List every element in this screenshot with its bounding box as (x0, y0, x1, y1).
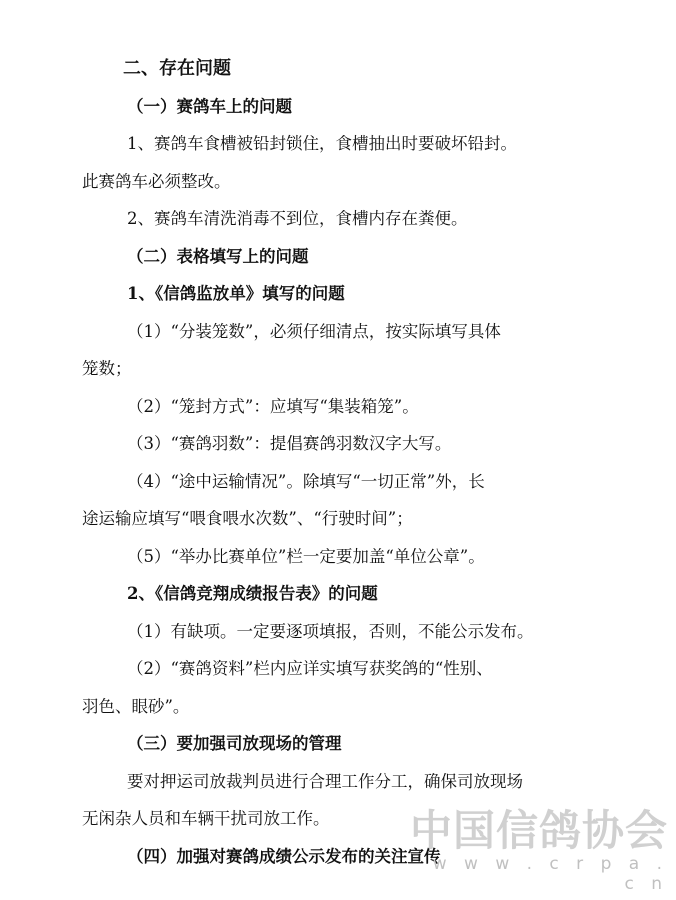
paragraph-line: （1）“分装笼数”，必须仔细清点，按实际填写具体 (127, 322, 501, 341)
paragraph-line: 羽色、眼砂”。 (82, 697, 190, 716)
item-heading: 2、《信鸽竞翔成绩报告表》的问题 (127, 584, 378, 603)
paragraph-line: 1、赛鸽车食槽被铅封锁住，食槽抽出时要破坏铅封。 (127, 134, 517, 153)
paragraph-line: （1）有缺项。一定要逐项填报，否则，不能公示发布。 (127, 622, 534, 641)
item-heading: 1、《信鸽监放单》填写的问题 (127, 284, 345, 303)
paragraph-line: （4）“途中运输情况”。除填写“一切正常”外，长 (127, 472, 485, 491)
paragraph-line: 此赛鸽车必须整改。 (82, 172, 231, 191)
paragraph-line: 无闲杂人员和车辆干扰司放工作。 (82, 809, 330, 828)
watermark (408, 808, 668, 894)
paragraph-line: 要对押运司放裁判员进行合理工作分工，确保司放现场 (127, 772, 523, 791)
paragraph-line: 2、赛鸽车清洗消毒不到位，食槽内存在粪便。 (127, 209, 468, 228)
subsection-heading-2: （二）表格填写上的问题 (127, 247, 309, 266)
subsection-heading-3: （三）要加强司放现场的管理 (127, 734, 342, 753)
section-title: 二、存在问题 (123, 58, 231, 79)
watermark-url: w w w . c r p a . c n (432, 854, 668, 894)
paragraph-line: 途运输应填写“喂食喂水次数”、“行驶时间”； (82, 509, 413, 528)
paragraph-line: （2）“赛鸽资料”栏内应详实填写获奖鸽的“性别、 (127, 659, 493, 678)
watermark-organization: 中国信鸽协会 (409, 806, 668, 855)
paragraph-line: 笼数； (82, 359, 132, 378)
paragraph-line: （5）“举办比赛单位”栏一定要加盖“单位公章”。 (127, 547, 485, 566)
subsection-heading-4: （四）加强对赛鸽成绩公示发布的关注宣传 (127, 847, 441, 866)
paragraph-line: （2）“笼封方式”：应填写“集装箱笼”。 (127, 397, 419, 416)
paragraph-line: （3）“赛鸽羽数”：提倡赛鸽羽数汉字大写。 (127, 434, 452, 453)
subsection-heading-1: （一）赛鸽车上的问题 (127, 97, 292, 116)
